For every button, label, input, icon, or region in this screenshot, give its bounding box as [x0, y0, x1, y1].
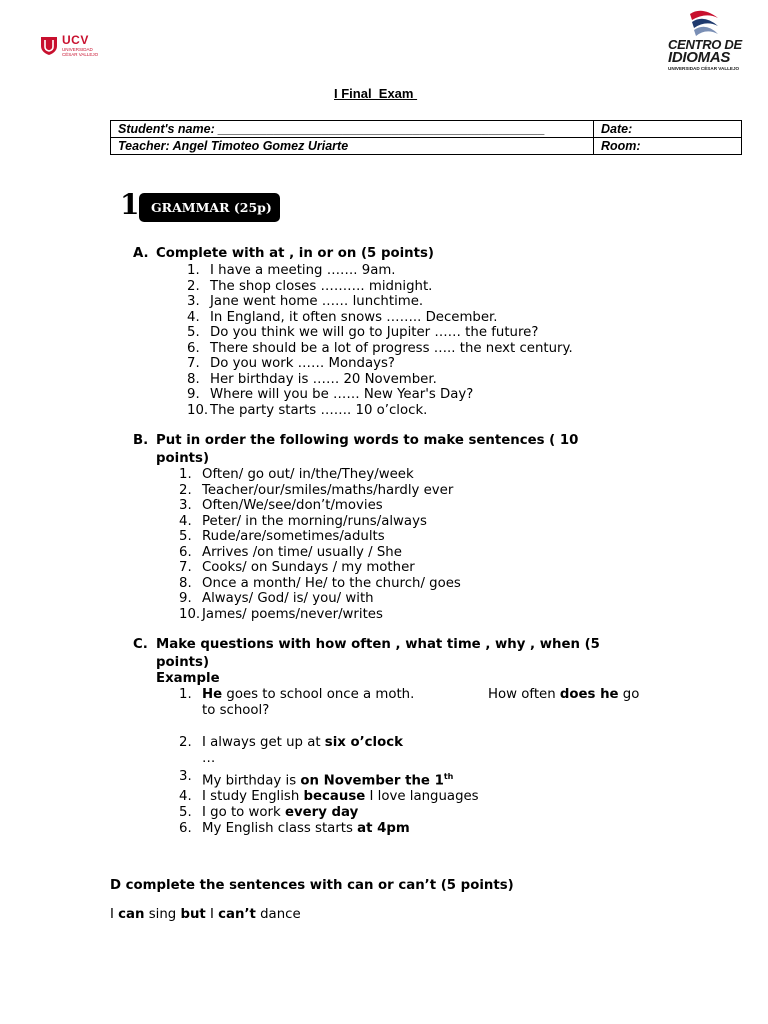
- part-b-letter: B.: [133, 433, 149, 448]
- example-answer: How often does he go: [488, 687, 640, 702]
- part-c-letter: C.: [133, 637, 148, 652]
- list-item: 6. Arrives /on time/ usually / She: [179, 544, 402, 560]
- part-d-example: I can sing but I can’t dance: [110, 907, 301, 922]
- date-field[interactable]: Date:: [594, 121, 742, 138]
- part-d-heading: D complete the sentences with can or can’t (5 points): [110, 878, 514, 893]
- section-number: 1: [120, 188, 140, 221]
- list-item: 8. Once a month/ He/ to the church/ goes: [179, 575, 461, 591]
- list-item: 9. Always/ God/ is/ you/ with: [179, 591, 374, 606]
- list-item: …: [202, 751, 216, 766]
- student-name-field[interactable]: Student's name: _______________________________________________: [111, 121, 594, 138]
- list-item: 8. Her birthday is …… 20 November.: [187, 371, 437, 387]
- list-item: 9. Where will you be …… New Year's Day?: [187, 387, 474, 402]
- exam-title: I Final Exam: [334, 86, 418, 101]
- list-item: 4. In England, it often snows …….. December.: [187, 309, 498, 325]
- list-item: 2. The shop closes ………. midnight.: [187, 278, 433, 294]
- part-a-heading: [133, 246, 733, 262]
- teacher-field: Teacher: Angel Timoteo Gomez Uriarte: [111, 138, 594, 155]
- list-item: 5. Do you think we will go to Jupiter …… the future?: [187, 325, 539, 340]
- part-a-list: [187, 263, 573, 418]
- ucv-logo-subtitle: UNIVERSIDAD CÉSAR VALLEJO: [62, 47, 99, 57]
- list-item: 3. Often/We/see/don’t/movies: [179, 498, 383, 513]
- part-a-letter: A.: [133, 246, 149, 261]
- table-row: [111, 121, 742, 138]
- list-item: 10. The party starts ……. 10 o’clock.: [187, 402, 428, 418]
- list-item: 2. I always get up at six o’clock: [179, 735, 403, 750]
- student-info-table: [110, 120, 742, 155]
- grammar-badge: GRAMMAR (25p): [139, 193, 280, 222]
- list-item: 7. Cooks/ on Sundays / my mother: [179, 560, 415, 575]
- part-b-heading: [133, 433, 733, 465]
- list-item: 1. He goes to school once a moth. How often does he go: [179, 687, 640, 702]
- list-item: 1. Often/ go out/ in/the/They/week: [179, 467, 414, 482]
- list-item: 2. Teacher/our/smiles/maths/hardly ever: [179, 482, 454, 498]
- list-item: 6. My English class starts at 4pm: [179, 821, 410, 837]
- list-item: 4. I study English because I love languages: [179, 789, 479, 805]
- list-item: 10. James/ poems/never/writes: [179, 606, 383, 622]
- list-item: 6. There should be a lot of progress ….. the next century.: [187, 340, 573, 356]
- table-row: [111, 138, 742, 155]
- part-c-heading-line1: Make questions with how often , what time , why , when (5: [156, 637, 600, 652]
- list-item: 5. I go to work every day: [179, 805, 359, 821]
- part-c-heading: [133, 637, 753, 687]
- part-b-list: [179, 467, 461, 622]
- part-c-heading-line2: points): [156, 655, 210, 670]
- list-item: to school?: [202, 703, 270, 718]
- list-item: 3. Jane went home …… lunchtime.: [187, 294, 424, 309]
- list-item: 5. Rude/are/sometimes/adults: [179, 529, 385, 544]
- list-item: 4. Peter/ in the morning/runs/always: [179, 513, 427, 529]
- room-field[interactable]: Room:: [594, 138, 742, 155]
- part-b-heading-line1: Put in order the following words to make sentences ( 10: [156, 433, 579, 448]
- part-c-list: [179, 687, 640, 837]
- list-item: 7. Do you work …… Mondays?: [187, 356, 395, 371]
- part-b-heading-line2: points): [156, 451, 210, 466]
- logo-line-idiomas: IDIOMAS: [668, 49, 731, 66]
- flag-swoosh-icon: [688, 8, 720, 38]
- ucv-shield-icon: [40, 35, 58, 55]
- list-item: 3. My birthday is on November the 1th: [179, 769, 454, 789]
- part-c-example-label: Example: [156, 671, 220, 686]
- part-a-heading-text: Complete with at , in or on (5 points): [156, 246, 434, 261]
- logo-line-centro: CENTRO DE: [668, 37, 742, 52]
- list-item: 1. I have a meeting ……. 9am.: [187, 263, 396, 278]
- logo-line-university: UNIVERSIDAD CÉSAR VALLEJO: [668, 66, 740, 71]
- ucv-logo-name: UCV: [62, 33, 89, 47]
- ucv-logo: [40, 33, 110, 63]
- centro-de-idiomas-logo: [666, 8, 742, 74]
